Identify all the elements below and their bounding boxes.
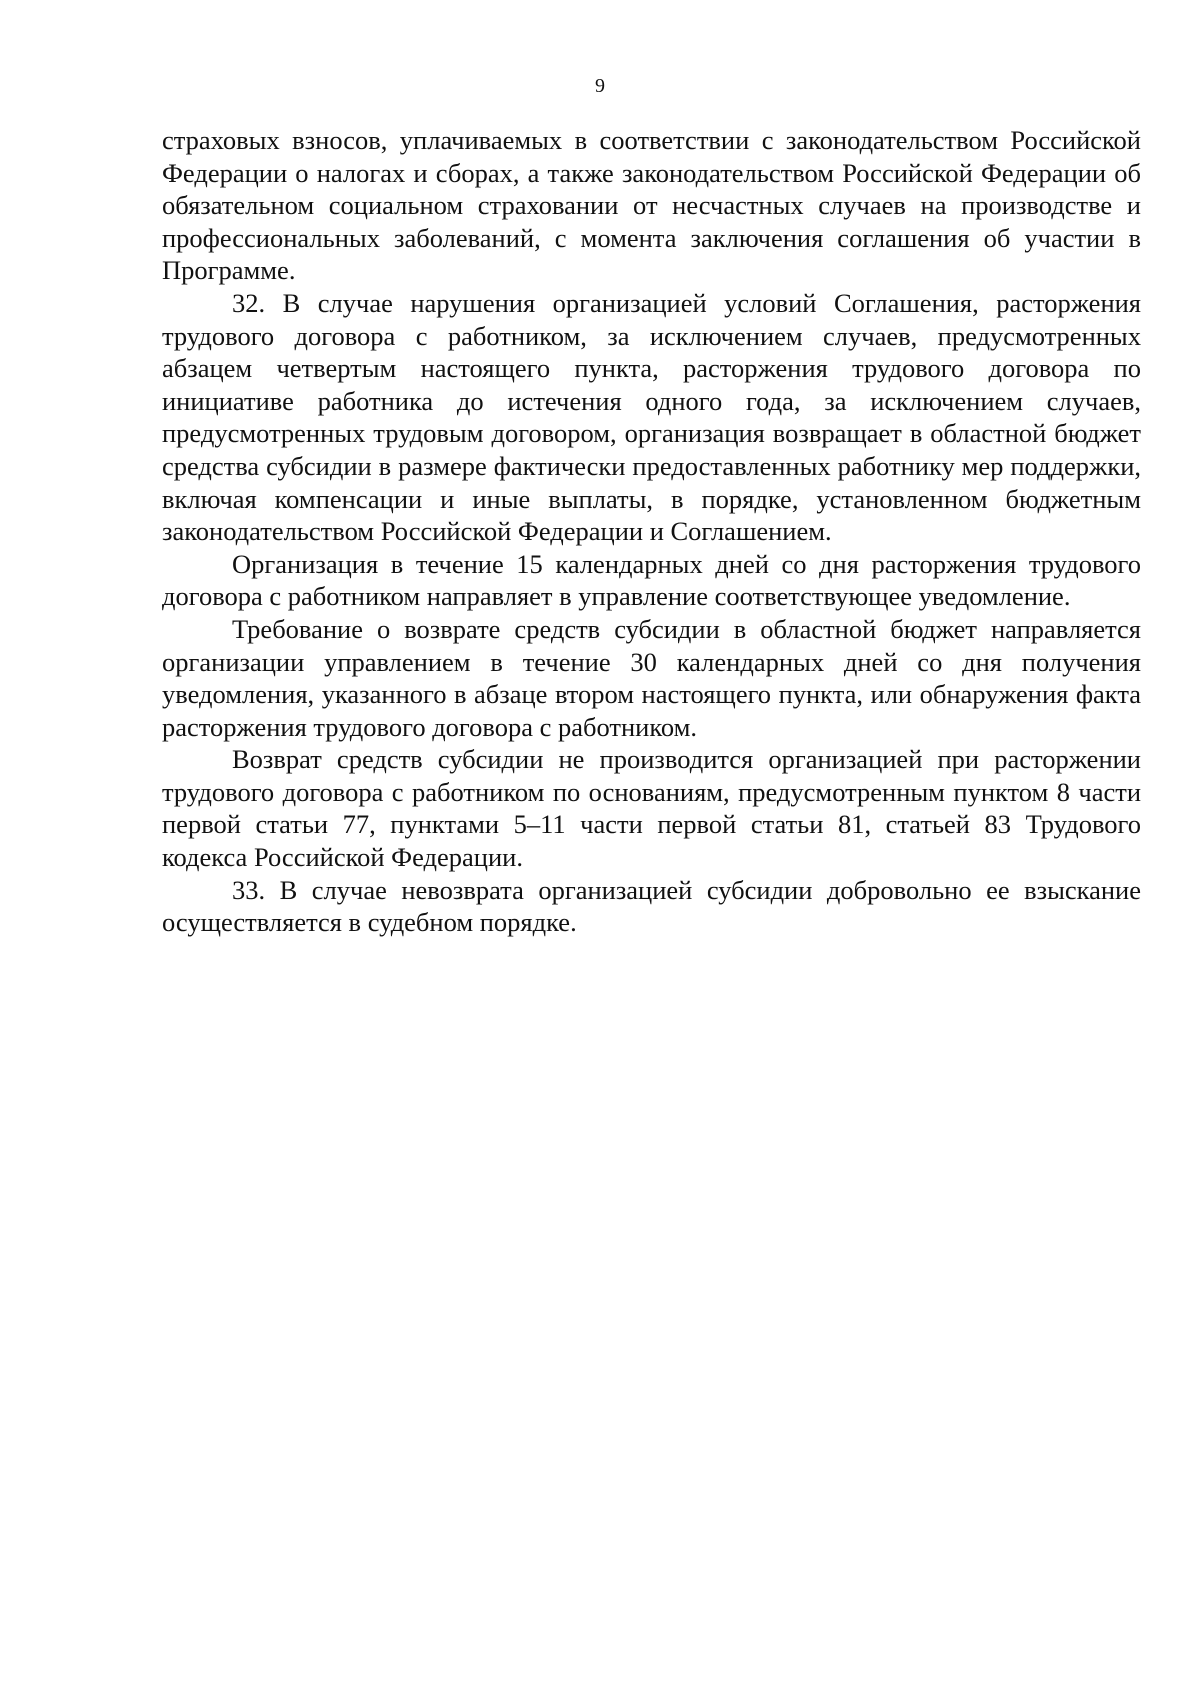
paragraph-continuation: страховых взносов, уплачиваемых в соответствии с законодательством Российской Федерации о налогах и сборах, а также законодательством Российской Федерации об обязательном социальном страховании от несчастных случаев на производстве и профессиональных заболеваний, с момента заключения соглашения об участии в Программе. — [162, 125, 1141, 286]
page-number: 9 — [595, 75, 605, 97]
document-body — [162, 124, 1141, 939]
paragraph-clause-33: 33. В случае невозврата организацией субсидии добровольно ее взыскание осуществляется в судебном порядке. — [162, 874, 1141, 938]
paragraph-notification: Организация в течение 15 календарных дней со дня расторжения трудового договора с работником направляет в управление соответствующее уведомление. — [162, 548, 1141, 612]
paragraph-clause-32: 32. В случае нарушения организацией условий Соглашения, расторжения трудового договора с работником, за исключением случаев, предусмотренных абзацем четвертым настоящего пункта, расторжения трудового договора по инициативе работника до истечения одного года, за исключением случаев, предусмотренных трудовым договором, организация возвращает в областной бюджет средства субсидии в размере фактически предоставленных работнику мер поддержки, включая компенсации и иные выплаты, в порядке, установленном бюджетным законодательством Российской Федерации и Соглашением. — [162, 287, 1141, 547]
paragraph-refund-exemption: Возврат средств субсидии не производится организацией при расторжении трудового договора с работником по основаниям, предусмотренным пунктом 8 части первой статьи 77, пунктами 5–11 части первой статьи 81, статьей 83 Трудового кодекса Российской Федерации. — [162, 744, 1141, 873]
paragraph-refund-request: Требование о возврате средств субсидии в областной бюджет направляется организации управлением в течение 30 календарных дней со дня получения уведомления, указанного в абзаце втором настоящего пункта, или обнаружения факта расторжения трудового договора с работником. — [162, 613, 1141, 742]
